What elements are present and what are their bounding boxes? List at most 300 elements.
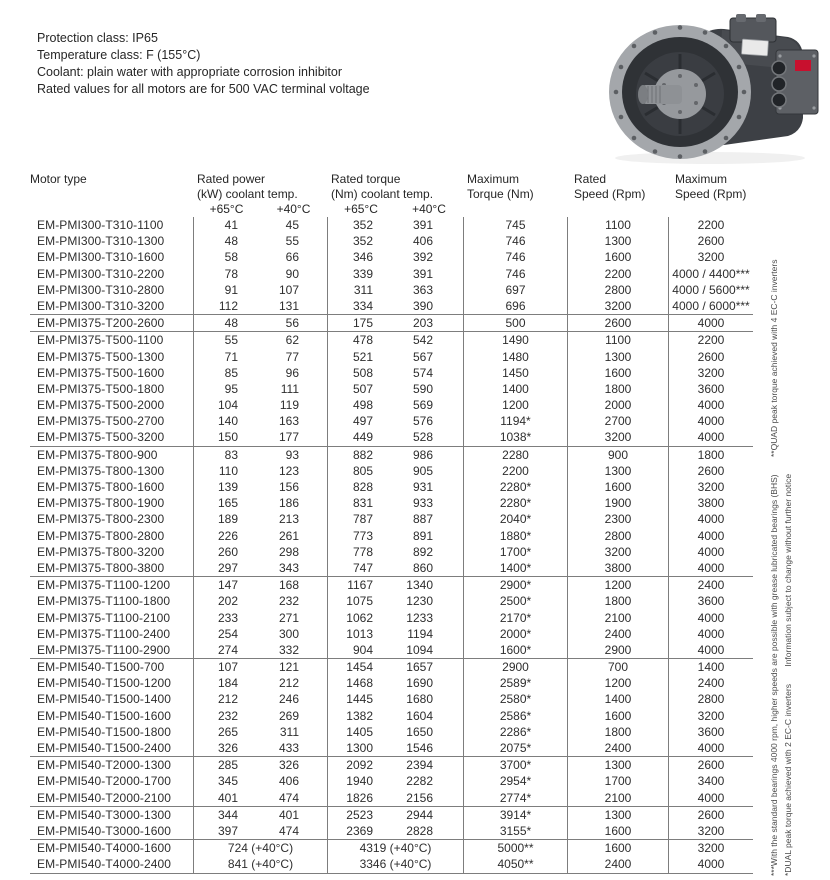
cell-rated-speed: 1600 bbox=[567, 249, 668, 265]
cell-power-65: 344 bbox=[193, 807, 260, 823]
cell-rated-speed: 3200 bbox=[567, 298, 668, 314]
footnote-column-bearings bbox=[769, 260, 780, 876]
table-row bbox=[30, 823, 753, 839]
cell-rated-power-merged: 841 (+40°C) bbox=[193, 856, 327, 872]
cell-motor-type: EM-PMI540-T4000-2400 bbox=[37, 857, 172, 872]
cell-rated-speed: 2100 bbox=[567, 790, 668, 806]
table-row bbox=[30, 249, 753, 265]
cell-max-speed: 2600 bbox=[668, 807, 753, 823]
cell-max-speed: 4000 bbox=[668, 610, 753, 626]
table-group bbox=[30, 658, 753, 756]
cell-torque-40: 1094 bbox=[406, 642, 433, 657]
table-group bbox=[30, 576, 753, 658]
spec-notes bbox=[37, 30, 370, 98]
cell-power-40: 156 bbox=[278, 480, 299, 494]
cell-power-40: 232 bbox=[278, 594, 299, 609]
cell-max-speed: 3200 bbox=[668, 823, 753, 839]
cell-max-speed: 3200 bbox=[668, 249, 753, 265]
cell-max-torque: 4050** bbox=[463, 856, 567, 872]
cell-power-40: 326 bbox=[278, 758, 299, 773]
cell-torque-40: 905 bbox=[412, 463, 433, 478]
table-group bbox=[30, 839, 753, 872]
table-row bbox=[30, 298, 753, 314]
table-row bbox=[30, 856, 753, 872]
cell-power-65: 202 bbox=[193, 593, 260, 609]
cell-power-65: 297 bbox=[193, 560, 260, 576]
cell-power-65: 184 bbox=[193, 675, 260, 691]
table-row bbox=[30, 266, 753, 282]
table-row bbox=[30, 528, 753, 544]
cell-power-65: 140 bbox=[193, 413, 260, 429]
cell-rated-speed: 3200 bbox=[567, 544, 668, 560]
cell-max-torque: 1600* bbox=[463, 642, 567, 658]
cell-power-65: 274 bbox=[193, 642, 260, 658]
cell-motor-type: EM-PMI375-T500-1100 bbox=[37, 333, 164, 348]
cell-rated-speed: 3800 bbox=[567, 560, 668, 576]
table-row bbox=[30, 610, 753, 626]
col-header-rated-torque: Rated torque bbox=[331, 172, 401, 186]
cell-rated-speed: 1600 bbox=[567, 840, 668, 856]
cell-power-65: 91 bbox=[193, 282, 260, 298]
cell-max-torque: 746 bbox=[463, 233, 567, 249]
cell-torque-65: 508 bbox=[327, 365, 395, 381]
cell-motor-type: EM-PMI300-T310-1300 bbox=[37, 234, 165, 249]
cell-rated-speed: 1400 bbox=[567, 691, 668, 707]
cell-motor-type: EM-PMI375-T500-3200 bbox=[37, 430, 165, 445]
cell-power-65: 104 bbox=[193, 397, 260, 413]
cell-torque-65: 478 bbox=[327, 332, 395, 348]
cell-max-speed: 3200 bbox=[668, 708, 753, 724]
cell-power-40: 45 bbox=[285, 218, 299, 232]
cell-motor-type: EM-PMI540-T2000-2100 bbox=[37, 790, 172, 805]
table-row bbox=[30, 626, 753, 642]
cell-motor-type: EM-PMI540-T1500-700 bbox=[37, 660, 165, 675]
cell-motor-type: EM-PMI540-T1500-1200 bbox=[37, 676, 172, 691]
cell-rated-speed: 2700 bbox=[567, 413, 668, 429]
cell-torque-40: 887 bbox=[412, 512, 433, 527]
cell-rated-speed: 1100 bbox=[567, 217, 668, 233]
cell-torque-65: 2369 bbox=[327, 823, 395, 839]
cell-max-torque: 746 bbox=[463, 266, 567, 282]
cell-torque-65: 175 bbox=[327, 315, 395, 331]
cell-power-65: 71 bbox=[193, 349, 260, 365]
cell-torque-65: 1013 bbox=[327, 626, 395, 642]
table-group bbox=[30, 756, 753, 806]
table-row bbox=[30, 577, 753, 593]
cell-torque-65: 2523 bbox=[327, 807, 395, 823]
cell-max-torque: 2580* bbox=[463, 691, 567, 707]
cell-power-40: 401 bbox=[278, 807, 299, 822]
cell-power-65: 397 bbox=[193, 823, 260, 839]
cell-power-40: 123 bbox=[278, 463, 299, 478]
cell-motor-type: EM-PMI375-T800-1300 bbox=[37, 463, 165, 478]
cell-torque-65: 498 bbox=[327, 397, 395, 413]
cell-torque-40: 590 bbox=[412, 381, 433, 396]
cell-max-torque: 2280* bbox=[463, 495, 567, 511]
cell-max-torque: 2200 bbox=[463, 463, 567, 479]
cell-rated-speed: 2900 bbox=[567, 642, 668, 658]
cell-max-torque: 2286* bbox=[463, 724, 567, 740]
cell-motor-type: EM-PMI375-T500-1300 bbox=[37, 349, 165, 364]
table-row bbox=[30, 365, 753, 381]
cell-motor-type: EM-PMI375-T800-3200 bbox=[37, 544, 165, 559]
cell-torque-65: 787 bbox=[327, 511, 395, 527]
cell-power-40: 269 bbox=[278, 708, 299, 723]
cell-max-speed: 2600 bbox=[668, 349, 753, 365]
cell-torque-40: 1690 bbox=[406, 676, 433, 691]
table-row bbox=[30, 233, 753, 249]
cell-torque-40: 203 bbox=[412, 316, 433, 331]
cell-power-40: 93 bbox=[285, 447, 299, 462]
cell-power-40: 433 bbox=[278, 741, 299, 755]
cell-max-speed: 4000 bbox=[668, 790, 753, 806]
cell-torque-40: 1233 bbox=[406, 610, 433, 625]
cell-motor-type: EM-PMI375-T800-3800 bbox=[37, 560, 165, 575]
cell-rated-speed: 1600 bbox=[567, 365, 668, 381]
cell-rated-speed: 700 bbox=[567, 659, 668, 675]
cell-torque-65: 352 bbox=[327, 217, 395, 233]
cell-power-65: 265 bbox=[193, 724, 260, 740]
cell-torque-40: 528 bbox=[412, 430, 433, 445]
col-subheader-rated-speed: Speed (Rpm) bbox=[574, 187, 646, 201]
cell-torque-40: 363 bbox=[412, 282, 433, 297]
cell-motor-type: EM-PMI375-T800-1600 bbox=[37, 480, 165, 494]
cell-torque-65: 449 bbox=[327, 429, 395, 445]
spec-note-temperature: Temperature class: F (155°C) bbox=[37, 48, 201, 62]
table-row bbox=[30, 642, 753, 658]
cell-power-40: 56 bbox=[285, 316, 299, 331]
cell-power-40: 300 bbox=[278, 626, 299, 641]
cell-power-40: 121 bbox=[278, 660, 299, 675]
cell-rated-speed: 2400 bbox=[567, 740, 668, 756]
cell-power-40: 186 bbox=[278, 496, 299, 511]
cell-torque-40: 986 bbox=[412, 447, 433, 462]
table-row bbox=[30, 773, 753, 789]
cell-max-speed: 1400 bbox=[668, 659, 753, 675]
cell-torque-65: 2092 bbox=[327, 757, 395, 773]
table-row bbox=[30, 463, 753, 479]
cell-max-speed: 4000 bbox=[668, 413, 753, 429]
cell-max-speed: 4000 bbox=[668, 740, 753, 756]
cell-motor-type: EM-PMI375-T800-900 bbox=[37, 447, 158, 462]
cell-power-65: 401 bbox=[193, 790, 260, 806]
cell-rated-speed: 1300 bbox=[567, 349, 668, 365]
table-row bbox=[30, 807, 753, 823]
cell-rated-speed: 2400 bbox=[567, 856, 668, 872]
cell-max-speed: 3200 bbox=[668, 365, 753, 381]
table-row bbox=[30, 544, 753, 560]
cell-torque-65: 352 bbox=[327, 233, 395, 249]
cell-max-speed: 3600 bbox=[668, 381, 753, 397]
cell-max-torque: 3914* bbox=[463, 807, 567, 823]
cell-torque-40: 1340 bbox=[406, 578, 433, 593]
cell-max-torque: 2900* bbox=[463, 577, 567, 593]
cell-max-torque: 1700* bbox=[463, 544, 567, 560]
cell-torque-40: 1650 bbox=[406, 724, 433, 739]
cell-max-speed: 4000 bbox=[668, 315, 753, 331]
cell-power-40: 261 bbox=[278, 528, 299, 543]
cell-power-40: 298 bbox=[278, 544, 299, 559]
cell-torque-40: 1680 bbox=[406, 692, 433, 707]
cell-torque-40: 2156 bbox=[406, 790, 433, 805]
cell-power-65: 226 bbox=[193, 528, 260, 544]
cell-power-40: 163 bbox=[278, 414, 299, 429]
col-header-power-40: +40°C bbox=[276, 202, 311, 216]
table-row bbox=[30, 495, 753, 511]
cell-torque-65: 1454 bbox=[327, 659, 395, 675]
col-header-torque-40: +40°C bbox=[412, 202, 446, 216]
cell-motor-type: EM-PMI375-T1100-1800 bbox=[37, 594, 171, 609]
cell-rated-speed: 1300 bbox=[567, 807, 668, 823]
cell-max-torque: 1480 bbox=[463, 349, 567, 365]
cell-power-40: 213 bbox=[278, 512, 299, 527]
cell-torque-65: 1300 bbox=[327, 740, 395, 756]
cell-power-65: 150 bbox=[193, 429, 260, 445]
table-row bbox=[30, 282, 753, 298]
cell-power-40: 66 bbox=[285, 250, 299, 265]
cell-max-speed: 2200 bbox=[668, 217, 753, 233]
cell-torque-40: 567 bbox=[412, 349, 433, 364]
cell-motor-type: EM-PMI540-T4000-1600 bbox=[37, 841, 172, 856]
table-row bbox=[30, 315, 753, 331]
cell-torque-40: 1194 bbox=[407, 626, 433, 641]
cell-max-torque: 1490 bbox=[463, 332, 567, 348]
cell-power-40: 96 bbox=[285, 365, 299, 380]
cell-motor-type: EM-PMI300-T310-1100 bbox=[37, 218, 164, 232]
cell-max-torque: 696 bbox=[463, 298, 567, 314]
cell-max-speed: 4000 / 4400*** bbox=[668, 266, 753, 282]
footnote-quad-torque: **QUAD peak torque achieved with 4 EC-C inverters bbox=[769, 259, 779, 458]
cell-power-40: 131 bbox=[278, 298, 299, 313]
cell-max-torque: 5000** bbox=[463, 840, 567, 856]
cell-power-40: 55 bbox=[285, 234, 299, 249]
cell-motor-type: EM-PMI300-T310-2800 bbox=[37, 282, 165, 297]
cell-torque-40: 406 bbox=[412, 234, 433, 249]
cell-torque-40: 933 bbox=[412, 496, 433, 511]
table-row bbox=[30, 332, 753, 348]
cell-rated-speed: 1800 bbox=[567, 724, 668, 740]
table-row bbox=[30, 757, 753, 773]
cell-rated-speed: 1200 bbox=[567, 577, 668, 593]
cell-power-65: 254 bbox=[193, 626, 260, 642]
cell-max-torque: 2040* bbox=[463, 511, 567, 527]
cell-max-torque: 746 bbox=[463, 249, 567, 265]
footnote-dual-torque: *DUAL peak torque achieved with 2 EC-C inverters bbox=[783, 684, 793, 876]
cell-max-speed: 2600 bbox=[668, 757, 753, 773]
cell-motor-type: EM-PMI375-T1100-2100 bbox=[37, 610, 171, 625]
cell-max-torque: 745 bbox=[463, 217, 567, 233]
table-row bbox=[30, 790, 753, 806]
table-row bbox=[30, 840, 753, 856]
cell-max-torque: 2774* bbox=[463, 790, 567, 806]
table-row bbox=[30, 429, 753, 445]
cell-max-torque: 1194* bbox=[463, 413, 567, 429]
cell-power-40: 119 bbox=[279, 398, 299, 413]
cell-power-65: 165 bbox=[193, 495, 260, 511]
col-header-rated-power: Rated power bbox=[197, 172, 266, 186]
cell-max-torque: 500 bbox=[463, 315, 567, 331]
col-subheader-rated-torque: (Nm) coolant temp. bbox=[331, 187, 434, 201]
footnote-subject-to-change: Information subject to change without further notice bbox=[783, 473, 793, 667]
footnote-standard-bearings: ***With the standard bearings 4000 rpm, higher speeds are possible with grease lubricated bearings (BHS) bbox=[769, 474, 779, 876]
electric-motor-illustration bbox=[592, 10, 824, 168]
cell-torque-40: 2282 bbox=[406, 774, 433, 789]
cell-max-speed: 2400 bbox=[668, 577, 753, 593]
cell-power-65: 78 bbox=[193, 266, 260, 282]
cell-motor-type: EM-PMI540-T2000-1700 bbox=[37, 774, 172, 789]
cell-torque-65: 339 bbox=[327, 266, 395, 282]
table-group bbox=[30, 446, 753, 577]
cell-torque-40: 391 bbox=[412, 266, 433, 281]
cell-power-40: 474 bbox=[278, 790, 299, 805]
cell-max-torque: 2170* bbox=[463, 610, 567, 626]
cell-power-65: 285 bbox=[193, 757, 260, 773]
cell-power-65: 189 bbox=[193, 511, 260, 527]
table-body bbox=[30, 217, 753, 874]
cell-torque-65: 1468 bbox=[327, 675, 395, 691]
table-group bbox=[30, 806, 753, 839]
cell-power-40: 212 bbox=[278, 676, 299, 691]
cell-max-torque: 2954* bbox=[463, 773, 567, 789]
cell-motor-type: EM-PMI375-T500-1600 bbox=[37, 365, 165, 380]
cell-rated-speed: 1100 bbox=[567, 332, 668, 348]
table-row bbox=[30, 447, 753, 463]
cell-power-40: 77 bbox=[285, 349, 299, 364]
cell-motor-type: EM-PMI540-T1500-1600 bbox=[37, 708, 172, 723]
cell-power-65: 55 bbox=[193, 332, 260, 348]
cell-max-torque: 1200 bbox=[463, 397, 567, 413]
cell-power-65: 48 bbox=[193, 233, 260, 249]
cell-max-torque: 1400* bbox=[463, 560, 567, 576]
cell-rated-speed: 1800 bbox=[567, 381, 668, 397]
cell-rated-speed: 2800 bbox=[567, 528, 668, 544]
cell-max-speed: 4000 bbox=[668, 528, 753, 544]
cell-max-torque: 2075* bbox=[463, 740, 567, 756]
cell-torque-40: 1657 bbox=[406, 660, 433, 675]
cell-torque-40: 574 bbox=[412, 365, 433, 380]
col-header-torque-65: +65°C bbox=[344, 202, 378, 216]
cell-power-65: 147 bbox=[193, 577, 260, 593]
cell-rated-speed: 1900 bbox=[567, 495, 668, 511]
table-row bbox=[30, 724, 753, 740]
table-row bbox=[30, 381, 753, 397]
cell-max-speed: 3800 bbox=[668, 495, 753, 511]
motor-photo bbox=[592, 10, 824, 168]
table-row bbox=[30, 349, 753, 365]
cell-motor-type: EM-PMI540-T1500-1400 bbox=[37, 692, 172, 707]
cell-torque-40: 390 bbox=[412, 298, 433, 313]
cell-torque-40: 931 bbox=[412, 480, 433, 494]
cell-motor-type: EM-PMI375-T200-2600 bbox=[37, 316, 165, 331]
cell-power-65: 58 bbox=[193, 249, 260, 265]
cell-rated-speed: 1600 bbox=[567, 823, 668, 839]
cell-max-speed: 4000 bbox=[668, 626, 753, 642]
cell-torque-65: 831 bbox=[327, 495, 395, 511]
cell-max-torque: 2280* bbox=[463, 479, 567, 495]
cell-motor-type: EM-PMI540-T2000-1300 bbox=[37, 758, 172, 773]
cell-rated-speed: 900 bbox=[567, 447, 668, 463]
table-row bbox=[30, 560, 753, 576]
cell-power-65: 48 bbox=[193, 315, 260, 331]
cell-power-65: 85 bbox=[193, 365, 260, 381]
cell-rated-power-merged: 724 (+40°C) bbox=[193, 840, 327, 856]
cell-motor-type: EM-PMI375-T1100-1200 bbox=[37, 578, 171, 593]
cell-max-speed: 4000 bbox=[668, 544, 753, 560]
cell-motor-type: EM-PMI540-T1500-1800 bbox=[37, 724, 172, 739]
cell-max-speed: 2600 bbox=[668, 463, 753, 479]
table-row bbox=[30, 217, 753, 233]
cell-torque-65: 334 bbox=[327, 298, 395, 314]
cell-max-speed: 2200 bbox=[668, 332, 753, 348]
cell-power-40: 332 bbox=[278, 642, 299, 657]
cell-power-65: 326 bbox=[193, 740, 260, 756]
cell-power-65: 41 bbox=[193, 217, 260, 233]
cell-torque-65: 1062 bbox=[327, 610, 395, 626]
cell-motor-type: EM-PMI375-T800-1900 bbox=[37, 496, 165, 511]
cell-rated-speed: 1600 bbox=[567, 708, 668, 724]
cell-max-torque: 1400 bbox=[463, 381, 567, 397]
cell-rated-torque-merged: 3346 (+40°C) bbox=[327, 856, 463, 872]
cell-motor-type: EM-PMI300-T310-3200 bbox=[37, 298, 165, 313]
cell-max-torque: 2500* bbox=[463, 593, 567, 609]
cell-motor-type: EM-PMI540-T3000-1600 bbox=[37, 823, 172, 838]
cell-rated-speed: 3200 bbox=[567, 429, 668, 445]
cell-power-65: 139 bbox=[193, 479, 260, 495]
cell-torque-65: 1445 bbox=[327, 691, 395, 707]
cell-rated-torque-merged: 4319 (+40°C) bbox=[327, 840, 463, 856]
col-header-rated-speed: Rated bbox=[574, 172, 607, 186]
cell-max-torque: 2900 bbox=[463, 659, 567, 675]
cell-torque-40: 391 bbox=[412, 218, 433, 232]
cell-power-65: 83 bbox=[193, 447, 260, 463]
cell-torque-65: 1075 bbox=[327, 593, 395, 609]
cell-power-40: 111 bbox=[280, 381, 299, 396]
cell-max-speed: 4000 bbox=[668, 429, 753, 445]
table-row bbox=[30, 675, 753, 691]
cell-rated-speed: 1800 bbox=[567, 593, 668, 609]
cell-torque-40: 891 bbox=[412, 528, 433, 543]
cell-torque-40: 2828 bbox=[406, 823, 433, 838]
cell-max-speed: 4000 / 5600*** bbox=[668, 282, 753, 298]
cell-rated-speed: 1600 bbox=[567, 479, 668, 495]
cell-power-40: 168 bbox=[278, 578, 299, 593]
col-header-power-65: +65°C bbox=[209, 202, 244, 216]
table-row bbox=[30, 413, 753, 429]
cell-torque-65: 1826 bbox=[327, 790, 395, 806]
cell-max-speed: 4000 bbox=[668, 560, 753, 576]
motor-spec-table bbox=[30, 172, 753, 874]
cell-torque-65: 882 bbox=[327, 447, 395, 463]
cell-power-65: 232 bbox=[193, 708, 260, 724]
cell-rated-speed: 1300 bbox=[567, 757, 668, 773]
table-row bbox=[30, 691, 753, 707]
table-group bbox=[30, 217, 753, 314]
spec-note-protection: Protection class: IP65 bbox=[37, 31, 158, 45]
table-row bbox=[30, 708, 753, 724]
cell-torque-40: 1230 bbox=[406, 594, 433, 609]
cell-rated-speed: 2800 bbox=[567, 282, 668, 298]
table-group bbox=[30, 314, 753, 331]
cell-rated-speed: 2300 bbox=[567, 511, 668, 527]
cell-max-torque: 2586* bbox=[463, 708, 567, 724]
cell-torque-40: 1546 bbox=[406, 741, 433, 755]
cell-max-speed: 3200 bbox=[668, 840, 753, 856]
cell-torque-65: 1167 bbox=[327, 577, 395, 593]
cell-max-speed: 2400 bbox=[668, 675, 753, 691]
cell-max-torque: 2589* bbox=[463, 675, 567, 691]
cell-rated-speed: 2000 bbox=[567, 397, 668, 413]
cell-max-speed: 4000 bbox=[668, 511, 753, 527]
